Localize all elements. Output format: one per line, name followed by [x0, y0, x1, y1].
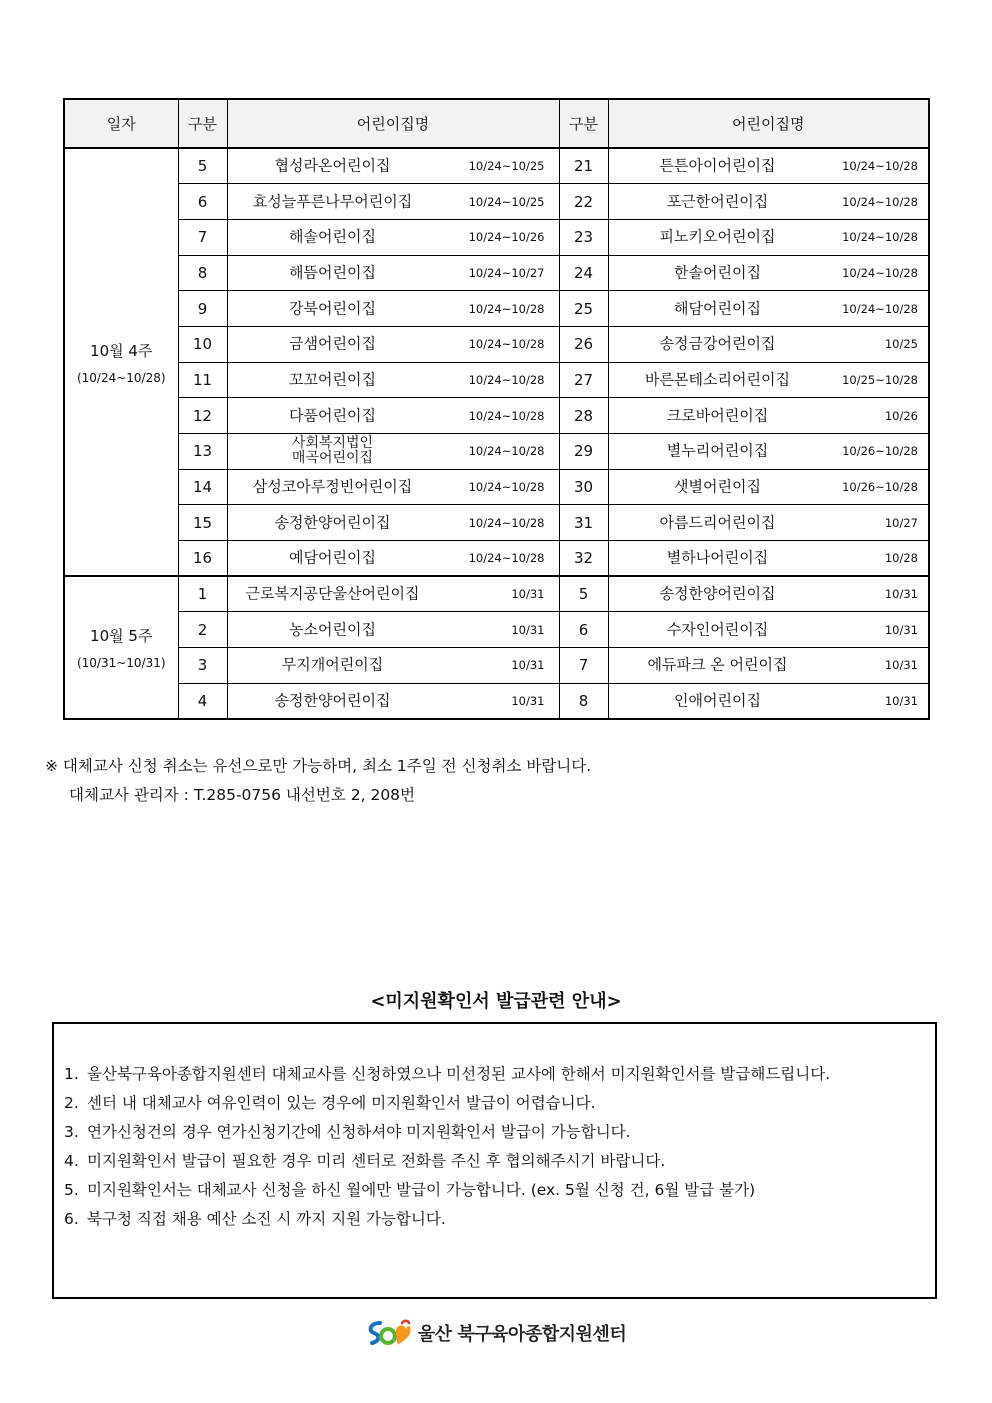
row-number-left: 15	[178, 505, 227, 541]
daycare-name	[228, 436, 438, 466]
support-period: 10/31	[884, 622, 918, 637]
support-period: 10/31	[511, 622, 545, 637]
support-period: 10/24~10/28	[842, 265, 918, 280]
guide-item-number: 4.	[64, 1152, 79, 1170]
substitute-teacher-schedule-table	[63, 98, 930, 720]
row-number-left: 7	[178, 219, 227, 255]
guide-item-number: 1.	[64, 1065, 79, 1083]
support-period: 10/27	[884, 515, 918, 530]
guide-item	[64, 1089, 927, 1118]
row-number-left: 10	[178, 326, 227, 362]
row-number-right: 24	[559, 255, 608, 291]
week-range: (10/24~10/28)	[76, 370, 166, 385]
daycare-cell	[608, 434, 929, 470]
daycare-name: 바른몬테소리어린이집	[645, 370, 790, 389]
table-row	[64, 326, 929, 362]
support-period: 10/31	[884, 658, 918, 673]
daycare-name: 해솔어린이집	[289, 227, 376, 246]
daycare-name: 다품어린이집	[289, 406, 376, 425]
guide-item-number: 2.	[64, 1094, 79, 1112]
guide-box	[52, 1022, 937, 1299]
table-row	[64, 219, 929, 255]
daycare-name: 별하나어린이집	[666, 548, 769, 567]
daycare-name: 송정한양어린이집	[659, 584, 776, 603]
week-date-cell	[64, 148, 178, 576]
header-name-left: 어린이집명	[227, 99, 559, 148]
row-number-right: 27	[559, 362, 608, 398]
support-period: 10/26~10/28	[842, 480, 918, 495]
support-period: 10/24~10/28	[468, 480, 545, 495]
guide-item-text: 울산북구육아종합지원센터 대체교사를 신청하였으나 미선정된 교사에 한해서 미지원확인서를 발급해드립니다.	[87, 1065, 831, 1083]
guide-item	[64, 1147, 927, 1176]
support-period: 10/24~10/28	[468, 551, 545, 566]
daycare-name: 피노키오어린이집	[659, 227, 776, 246]
row-number-right: 6	[559, 612, 608, 648]
week-label: 10월 4주	[90, 341, 153, 360]
daycare-cell	[608, 326, 929, 362]
guide-item-number: 5.	[64, 1181, 79, 1199]
daycare-cell	[608, 219, 929, 255]
support-period: 10/24~10/28	[842, 230, 918, 245]
organization-name: 울산 북구육아종합지원센터	[417, 1324, 627, 1345]
guide-item	[64, 1205, 927, 1234]
daycare-name: 별누리어린이집	[666, 441, 769, 460]
center-logo-icon	[366, 1317, 412, 1349]
daycare-cell	[227, 291, 559, 327]
table-row	[64, 541, 929, 577]
table-row	[64, 291, 929, 327]
daycare-name: 협성라온어린이집	[274, 156, 391, 175]
support-period: 10/31	[884, 693, 918, 708]
cancellation-note	[45, 752, 591, 810]
daycare-cell	[227, 683, 559, 719]
support-period: 10/24~10/27	[468, 265, 545, 280]
support-period: 10/31	[511, 693, 545, 708]
daycare-name: 인애어린이집	[674, 691, 761, 710]
daycare-cell	[608, 612, 929, 648]
daycare-name: 송정금강어린이집	[659, 334, 776, 353]
table-row	[64, 184, 929, 220]
daycare-cell	[608, 648, 929, 684]
daycare-cell	[227, 505, 559, 541]
row-number-left: 5	[178, 148, 227, 184]
table-row	[64, 576, 929, 612]
header-date: 일자	[64, 99, 178, 148]
support-period: 10/24~10/28	[468, 444, 545, 459]
row-number-left: 8	[178, 255, 227, 291]
daycare-name: 샛별어린이집	[674, 477, 761, 496]
daycare-cell	[608, 255, 929, 291]
row-number-left: 13	[178, 434, 227, 470]
daycare-name: 금샘어린이집	[289, 334, 376, 353]
table-row	[64, 434, 929, 470]
daycare-cell	[227, 612, 559, 648]
daycare-cell	[227, 326, 559, 362]
daycare-cell	[227, 219, 559, 255]
daycare-cell	[608, 469, 929, 505]
table-row	[64, 683, 929, 719]
table-row	[64, 505, 929, 541]
row-number-right: 31	[559, 505, 608, 541]
row-number-right: 7	[559, 648, 608, 684]
guide-list	[54, 1024, 935, 1234]
support-period: 10/24~10/26	[468, 230, 545, 245]
row-number-right: 32	[559, 541, 608, 577]
table-header-row	[64, 99, 929, 148]
guide-item-number: 6.	[64, 1210, 79, 1228]
footer	[0, 1316, 992, 1350]
support-period: 10/24~10/28	[842, 301, 918, 316]
guide-item-text: 연가신청건의 경우 연가신청기간에 신청하셔야 미지원확인서 발급이 가능합니다.	[87, 1123, 631, 1141]
daycare-name-line-1: 사회복지법인	[291, 435, 374, 452]
row-number-right: 5	[559, 576, 608, 612]
support-period: 10/26	[884, 408, 918, 423]
row-number-right: 28	[559, 398, 608, 434]
daycare-cell	[227, 469, 559, 505]
guide-title: <미지원확인서 발급관련 안내>	[370, 991, 622, 1012]
support-period: 10/24~10/25	[468, 159, 545, 174]
daycare-cell	[608, 148, 929, 184]
daycare-name: 송정한양어린이집	[274, 513, 391, 532]
guide-item-text: 센터 내 대체교사 여유인력이 있는 경우에 미지원확인서 발급이 어렵습니다.	[87, 1094, 596, 1112]
support-period: 10/24~10/28	[468, 515, 545, 530]
daycare-name-line-2: 매곡어린이집	[291, 450, 374, 467]
row-number-left: 1	[178, 576, 227, 612]
support-period: 10/31	[511, 658, 545, 673]
daycare-cell	[227, 255, 559, 291]
guide-item-text: 미지원확인서는 대체교사 신청을 하신 월에만 발급이 가능합니다. (ex. 5월 신청 건, 6월 발급 불가)	[87, 1181, 756, 1199]
daycare-name: 꼬꼬어린이집	[289, 370, 376, 389]
daycare-name: 한솔어린이집	[674, 263, 761, 282]
daycare-name: 예담어린이집	[289, 548, 376, 567]
daycare-cell	[608, 362, 929, 398]
support-period: 10/24~10/28	[468, 301, 545, 316]
row-number-right: 8	[559, 683, 608, 719]
support-period: 10/24~10/28	[842, 159, 918, 174]
guide-item-text: 미지원확인서 발급이 필요한 경우 미리 센터로 전화를 주신 후 협의해주시기 바랍니다.	[87, 1152, 666, 1170]
guide-item	[64, 1176, 927, 1205]
support-period: 10/24~10/28	[842, 194, 918, 209]
daycare-cell	[608, 541, 929, 577]
daycare-cell	[608, 576, 929, 612]
support-period: 10/25	[884, 337, 918, 352]
support-period: 10/26~10/28	[842, 444, 918, 459]
row-number-right: 26	[559, 326, 608, 362]
guide-item	[64, 1060, 927, 1089]
daycare-cell	[227, 541, 559, 577]
header-no-left: 구분	[178, 99, 227, 148]
guide-item-number: 3.	[64, 1123, 79, 1141]
daycare-name: 근로복지공단울산어린이집	[245, 584, 420, 603]
guide-item-text: 북구청 직접 채용 예산 소진 시 까지 지원 가능합니다.	[87, 1210, 446, 1228]
daycare-cell	[227, 362, 559, 398]
row-number-right: 25	[559, 291, 608, 327]
row-number-left: 12	[178, 398, 227, 434]
row-number-left: 4	[178, 683, 227, 719]
table-row	[64, 398, 929, 434]
week-date-cell	[64, 576, 178, 719]
week-range: (10/31~10/31)	[76, 656, 166, 671]
note-line-1: ※ 대체교사 신청 취소는 유선으로만 가능하며, 최소 1주일 전 신청취소 바랍니다.	[45, 757, 592, 775]
daycare-cell	[227, 648, 559, 684]
row-number-right: 21	[559, 148, 608, 184]
daycare-cell	[227, 184, 559, 220]
daycare-name: 효성늘푸른나무어린이집	[252, 192, 413, 211]
daycare-name: 무지개어린이집	[281, 655, 384, 674]
row-number-left: 6	[178, 184, 227, 220]
daycare-cell	[608, 398, 929, 434]
table-row	[64, 148, 929, 184]
table-row	[64, 648, 929, 684]
daycare-name: 해담어린이집	[674, 299, 761, 318]
note-line-2: 대체교사 관리자 : T.285-0756 내선번호 2, 208번	[69, 786, 416, 804]
row-number-left: 2	[178, 612, 227, 648]
daycare-cell	[608, 184, 929, 220]
row-number-right: 23	[559, 219, 608, 255]
table-row	[64, 362, 929, 398]
daycare-cell	[608, 505, 929, 541]
table-row	[64, 255, 929, 291]
support-period: 10/24~10/28	[468, 372, 545, 387]
daycare-name: 아름드리어린이집	[659, 513, 776, 532]
row-number-right: 29	[559, 434, 608, 470]
guide-item	[64, 1118, 927, 1147]
support-period: 10/31	[884, 587, 918, 602]
row-number-left: 3	[178, 648, 227, 684]
support-period: 10/24~10/25	[468, 194, 545, 209]
daycare-cell	[227, 434, 559, 470]
daycare-name: 삼성코아루정빈어린이집	[252, 477, 413, 496]
daycare-name: 포근한어린이집	[666, 192, 769, 211]
row-number-left: 16	[178, 541, 227, 577]
row-number-left: 9	[178, 291, 227, 327]
table-row	[64, 469, 929, 505]
daycare-cell	[227, 148, 559, 184]
daycare-name: 송정한양어린이집	[274, 691, 391, 710]
daycare-name: 수자인어린이집	[666, 620, 769, 639]
row-number-right: 30	[559, 469, 608, 505]
daycare-name: 농소어린이집	[289, 620, 376, 639]
daycare-name: 강북어린이집	[289, 299, 376, 318]
daycare-name: 튼튼아이어린이집	[659, 156, 776, 175]
daycare-name: 해뜸어린이집	[289, 263, 376, 282]
header-no-right: 구분	[559, 99, 608, 148]
daycare-cell	[608, 683, 929, 719]
support-period: 10/31	[511, 587, 545, 602]
week-label: 10월 5주	[90, 627, 153, 646]
header-name-right: 어린이집명	[608, 99, 929, 148]
support-period: 10/24~10/28	[468, 337, 545, 352]
daycare-name: 에듀파크 온 어린이집	[647, 655, 788, 674]
support-period: 10/25~10/28	[842, 372, 918, 387]
daycare-cell	[227, 576, 559, 612]
daycare-name: 크로바어린이집	[666, 406, 769, 425]
row-number-left: 11	[178, 362, 227, 398]
row-number-right: 22	[559, 184, 608, 220]
table-row	[64, 612, 929, 648]
daycare-cell	[608, 291, 929, 327]
daycare-cell	[227, 398, 559, 434]
row-number-left: 14	[178, 469, 227, 505]
support-period: 10/28	[884, 551, 918, 566]
support-period: 10/24~10/28	[468, 408, 545, 423]
